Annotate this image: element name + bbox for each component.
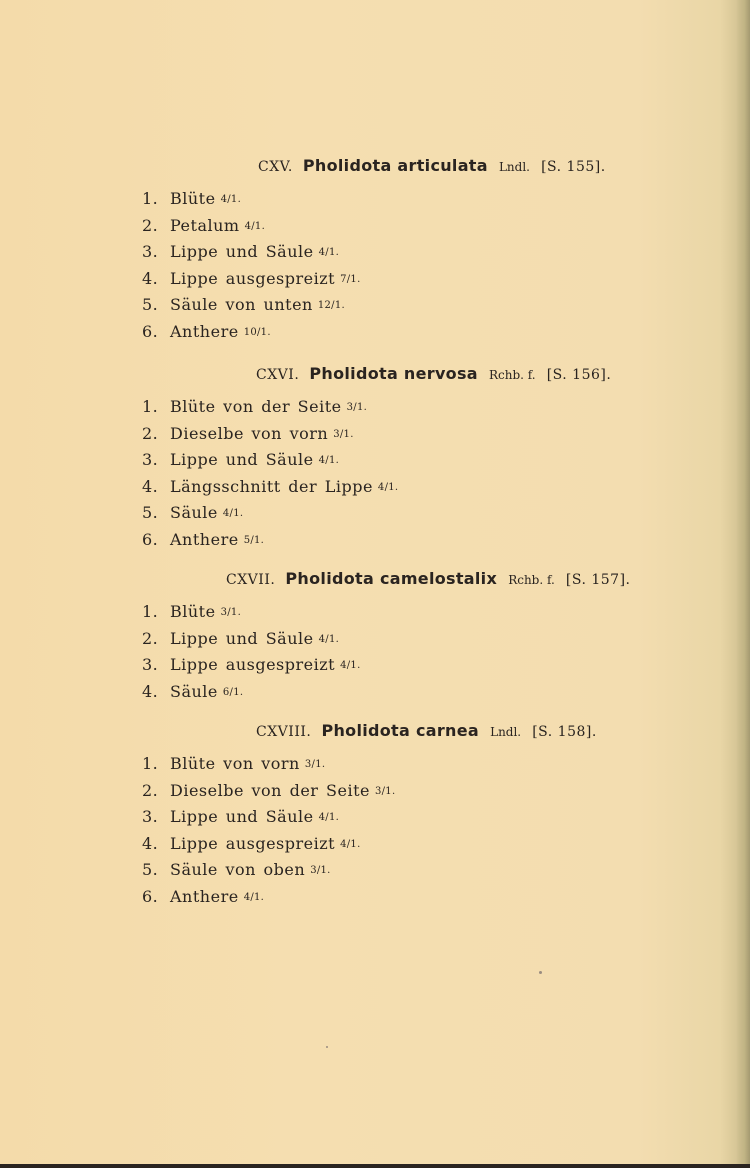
figure-description: Blüte xyxy=(170,602,216,621)
figure-description: Säule xyxy=(170,681,218,701)
figure-number: 4. xyxy=(142,833,159,853)
figure-number: 1. xyxy=(142,754,159,773)
figure-number: 2. xyxy=(142,423,159,443)
figure-magnification: 4/1. xyxy=(222,508,244,519)
figure-number: 3. xyxy=(142,655,159,674)
figure-item xyxy=(142,500,622,527)
figure-item xyxy=(142,292,622,319)
figure-item xyxy=(142,778,622,805)
figure-list xyxy=(142,599,622,705)
species-name: Pholidota nervosa xyxy=(309,364,478,383)
figure-number: 1. xyxy=(142,397,159,416)
figure-magnification: 5/1. xyxy=(243,534,265,546)
figure-number: 4. xyxy=(142,681,159,701)
plate-section-cxv xyxy=(142,156,622,345)
figure-number: 2. xyxy=(142,215,159,235)
figure-item xyxy=(142,599,622,626)
figure-magnification: 12/1. xyxy=(317,300,345,311)
page-reference: [S. 155]. xyxy=(541,159,606,175)
figure-description: Anthere xyxy=(170,321,239,341)
figure-description: Lippe ausgespreizt xyxy=(170,268,336,288)
plate-heading xyxy=(226,569,631,595)
species-name: Pholidota camelostalix xyxy=(285,569,498,588)
plate-heading xyxy=(256,721,622,747)
figure-magnification: 4/1. xyxy=(220,194,242,205)
figure-magnification: 3/1. xyxy=(346,402,368,413)
figure-description: Säule von unten xyxy=(170,295,313,314)
figure-description: Lippe und Säule xyxy=(170,807,314,826)
figure-item xyxy=(142,186,622,213)
figure-magnification: 3/1. xyxy=(220,607,242,618)
plate-section-cxvi xyxy=(142,364,622,553)
plate-numeral: CXVII. xyxy=(226,572,276,588)
figure-description: Säule xyxy=(170,503,218,522)
plate-heading xyxy=(258,156,622,182)
figure-item xyxy=(142,652,622,679)
plate-numeral: CXV. xyxy=(258,159,293,175)
figure-item xyxy=(142,266,622,293)
figure-description: Blüte von der Seite xyxy=(170,397,342,416)
figure-number: 4. xyxy=(142,268,159,288)
figure-magnification: 4/1. xyxy=(318,455,340,466)
paper-speck xyxy=(326,1046,328,1048)
figure-description: Petalum xyxy=(170,215,240,235)
figure-magnification: 4/1. xyxy=(340,838,361,850)
figure-description: Anthere xyxy=(170,529,239,549)
figure-item xyxy=(142,421,622,448)
page-reference: [S. 157]. xyxy=(565,572,631,588)
figure-magnification: 4/1. xyxy=(244,220,266,232)
plate-section-cxviii xyxy=(142,721,622,910)
figure-description: Säule von oben xyxy=(170,860,306,879)
figure-magnification: 3/1. xyxy=(304,759,326,770)
figure-number: 4. xyxy=(142,476,159,496)
figure-description: Lippe und Säule xyxy=(170,628,314,648)
figure-number: 5. xyxy=(142,860,159,879)
page-reference: [S. 156]. xyxy=(546,367,612,383)
page-bottom-border xyxy=(0,1164,750,1168)
species-author: Lndl. xyxy=(498,160,530,174)
figure-magnification: 3/1. xyxy=(310,865,331,876)
figure-number: 1. xyxy=(142,189,159,208)
figure-number: 3. xyxy=(142,450,159,469)
figure-item xyxy=(142,474,622,501)
figure-number: 1. xyxy=(142,602,159,621)
figure-number: 5. xyxy=(142,503,159,522)
species-name: Pholidota carnea xyxy=(321,721,479,740)
figure-item xyxy=(142,527,622,554)
figure-magnification: 4/1. xyxy=(340,660,361,671)
figure-item xyxy=(142,447,622,474)
figure-description: Lippe und Säule xyxy=(170,450,314,469)
figure-magnification: 4/1. xyxy=(318,812,340,823)
figure-description: Lippe ausgespreizt xyxy=(170,833,336,853)
figure-number: 3. xyxy=(142,807,159,826)
figure-description: Dieselbe von der Seite xyxy=(170,780,370,800)
figure-item xyxy=(142,239,622,266)
figure-number: 6. xyxy=(142,886,159,906)
figure-number: 3. xyxy=(142,242,159,261)
figure-description: Blüte von vorn xyxy=(170,754,300,773)
figure-magnification: 3/1. xyxy=(374,785,396,797)
figure-magnification: 4/1. xyxy=(318,247,340,258)
figure-item xyxy=(142,213,622,240)
figure-magnification: 10/1. xyxy=(243,326,271,338)
figure-item xyxy=(142,804,622,831)
figure-magnification: 4/1. xyxy=(318,633,340,645)
figure-item xyxy=(142,857,622,884)
plate-numeral: CXVI. xyxy=(256,367,300,383)
species-author: Lndl. xyxy=(490,725,522,739)
figure-number: 6. xyxy=(142,529,159,549)
figure-description: Blüte xyxy=(170,189,216,208)
plate-heading xyxy=(256,364,622,390)
species-author: Rchb. f. xyxy=(488,368,536,382)
figure-magnification: 3/1. xyxy=(333,428,354,440)
figure-number: 2. xyxy=(142,780,159,800)
figure-item xyxy=(142,679,622,706)
figure-item xyxy=(142,884,622,911)
figure-description: Lippe ausgespreizt xyxy=(170,655,336,674)
figure-magnification: 6/1. xyxy=(222,686,244,698)
figure-description: Dieselbe von vorn xyxy=(170,423,329,443)
page-edge-shadow xyxy=(736,0,750,1168)
figure-list xyxy=(142,394,622,553)
paper-speck xyxy=(539,971,542,974)
figure-item xyxy=(142,751,622,778)
figure-description: Längsschnitt der Lippe xyxy=(170,476,373,496)
species-author: Rchb. f. xyxy=(508,573,555,587)
figure-number: 6. xyxy=(142,321,159,341)
figure-item xyxy=(142,626,622,653)
figure-magnification: 4/1. xyxy=(377,481,399,493)
plate-section-cxvii xyxy=(142,569,631,705)
page-reference: [S. 158]. xyxy=(532,724,597,740)
figure-number: 2. xyxy=(142,628,159,648)
plate-numeral: CXVIII. xyxy=(256,724,312,740)
figure-item xyxy=(142,394,622,421)
figure-description: Anthere xyxy=(170,886,239,906)
figure-item xyxy=(142,319,622,346)
figure-list xyxy=(142,751,622,910)
figure-magnification: 4/1. xyxy=(243,891,265,903)
species-name: Pholidota articulata xyxy=(302,156,488,175)
figure-description: Lippe und Säule xyxy=(170,242,314,261)
figure-item xyxy=(142,831,622,858)
figure-number: 5. xyxy=(142,295,159,314)
figure-magnification: 7/1. xyxy=(340,273,361,285)
figure-list xyxy=(142,186,622,345)
